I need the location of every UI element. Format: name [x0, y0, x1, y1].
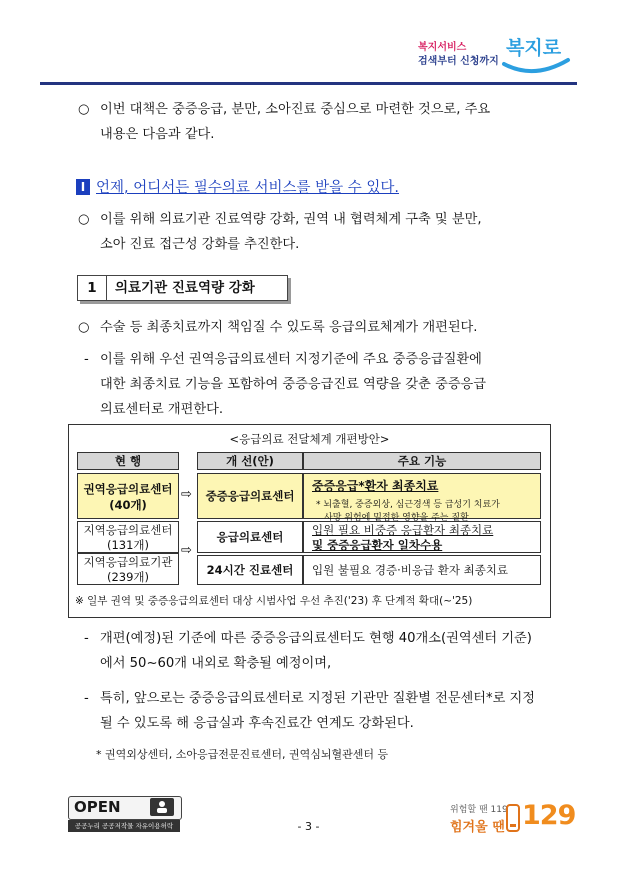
para2-bullet: ○	[78, 212, 90, 227]
section-number: Ⅰ	[76, 179, 90, 195]
header-plan: 개 선(안)	[197, 452, 303, 470]
para4-line3: 의료센터로 개편한다.	[100, 402, 224, 417]
logo-mark-text: 복지로	[506, 37, 562, 59]
paragraph-5	[84, 626, 532, 676]
current-local-institution	[77, 553, 179, 585]
paragraph-2	[78, 207, 482, 257]
current-1-name: 권역응급의료센터	[83, 482, 173, 496]
para2-line2: 소아 진료 접근성 강화를 추진한다.	[100, 237, 300, 252]
intro-bullet: ○	[78, 102, 90, 117]
paragraph-4	[84, 347, 486, 422]
function-1-main: 중증응급*환자 최종치료	[312, 479, 439, 493]
open-logo-text: OPEN	[74, 798, 121, 816]
para6-line1: 특히, 앞으로는 중증응급의료센터로 지정된 기관만 질환별 전문센터*로 지정	[100, 691, 536, 706]
function-1-note2: 사망 위험에 밀접한 영향을 주는 질환	[324, 513, 469, 523]
current-regional-center	[77, 473, 179, 519]
para5-line2: 에서 50~60개 내외로 확충될 예정이며,	[100, 656, 332, 671]
section-title: 언제, 어디서든 필수의료 서비스를 받을 수 있다.	[96, 180, 400, 196]
logo-line1: 복지서비스	[418, 42, 467, 53]
intro-line1: 이번 대책은 중증응급, 분만, 소아진료 중심으로 마련한 것으로, 주요	[100, 102, 491, 117]
bokjiro-logo-mark	[500, 28, 572, 78]
paragraph-3	[78, 315, 478, 340]
current-3-count: (239개)	[106, 570, 150, 584]
table-title: <응급의료 전달체계 개편방안>	[229, 432, 390, 446]
subsection-number: 1	[78, 276, 107, 300]
subsection-heading	[77, 275, 288, 301]
intro-paragraph	[78, 97, 490, 147]
intro-line2: 내용은 다음과 같다.	[100, 127, 215, 142]
table-footnote: ※ 일부 권역 및 중증응급의료센터 대상 시범사업 우선 추진('23) 후 단계적 확대(~'25)	[75, 595, 473, 607]
hotline-small: 위험할 땐 119	[450, 805, 508, 815]
function-2-line1: 입원 필요 비중증 응급환자 최종치료	[312, 523, 494, 537]
arrow-icon: ⇨	[181, 487, 192, 502]
current-2-count: (131개)	[106, 538, 150, 552]
plan-24h-center: 24시간 진료센터	[197, 555, 303, 585]
para4-line1: 이를 위해 우선 권역응급의료센터 지정기준에 주요 중증응급질환에	[100, 352, 482, 367]
subsection-title: 의료기관 진료역량 강화	[115, 280, 255, 296]
para5-line1: 개편(예정)된 기준에 따른 중증응급의료센터도 현행 40개소(권역센터 기준)	[100, 631, 532, 646]
section-heading	[76, 176, 399, 197]
para2-line1: 이를 위해 의료기관 진료역량 강화, 권역 내 협력체계 구축 및 분만,	[100, 212, 482, 227]
hotline-number: 129	[522, 800, 576, 831]
paragraph-6	[84, 686, 535, 736]
function-row-1	[303, 473, 541, 523]
function-1-note1: * 뇌출혈, 중증외상, 심근경색 등 급성기 치료가	[316, 500, 500, 510]
para3-line1: 수술 등 최종치료까지 책임질 수 있도록 응급의료체계가 개편된다.	[100, 320, 478, 335]
welfare-logo	[408, 26, 578, 84]
para4-bullet: -	[84, 352, 89, 367]
header-rule	[40, 82, 577, 85]
current-2-name: 지역응급의료센터	[83, 523, 173, 537]
function-row-3: 입원 불필요 경증·비응급 환자 최종치료	[303, 555, 541, 585]
para3-bullet: ○	[78, 320, 90, 335]
function-2-line2: 및 중증응급환자 일차수용	[312, 538, 443, 552]
star-footnote: * 권역외상센터, 소아응급전문진료센터, 권역심뇌혈관센터 등	[96, 748, 389, 761]
plan-severe-center: 중증응급의료센터	[197, 473, 303, 519]
function-row-2	[303, 521, 541, 553]
arrow-icon: ⇨	[181, 543, 192, 558]
hotline-129-logo	[450, 800, 576, 836]
para5-bullet: -	[84, 631, 89, 646]
para6-bullet: -	[84, 691, 89, 706]
current-local-center	[77, 521, 179, 553]
para4-line2: 대한 최종치료 기능을 포함하여 중증응급진료 역량을 갖춘 중증응급	[100, 377, 487, 392]
plan-emergency-center: 응급의료센터	[197, 521, 303, 553]
hotline-label: 힘겨울 땐	[450, 820, 505, 835]
delivery-system-table	[68, 424, 551, 618]
page-number: - 3 -	[297, 820, 320, 833]
current-3-name: 지역응급의료기관	[83, 555, 173, 569]
logo-line2: 검색부터 신청까지	[418, 56, 499, 67]
header-function: 주요 기능	[303, 452, 541, 470]
attribution-icon	[150, 798, 174, 816]
open-caption: 공공누리 공공저작물 자유이용허락	[68, 820, 180, 832]
current-1-count: (40개)	[109, 498, 147, 512]
para6-line2: 될 수 있도록 해 응급실과 후속진료간 연계도 강화된다.	[100, 716, 414, 731]
phone-icon	[506, 804, 520, 832]
header-current: 현 행	[77, 452, 179, 470]
